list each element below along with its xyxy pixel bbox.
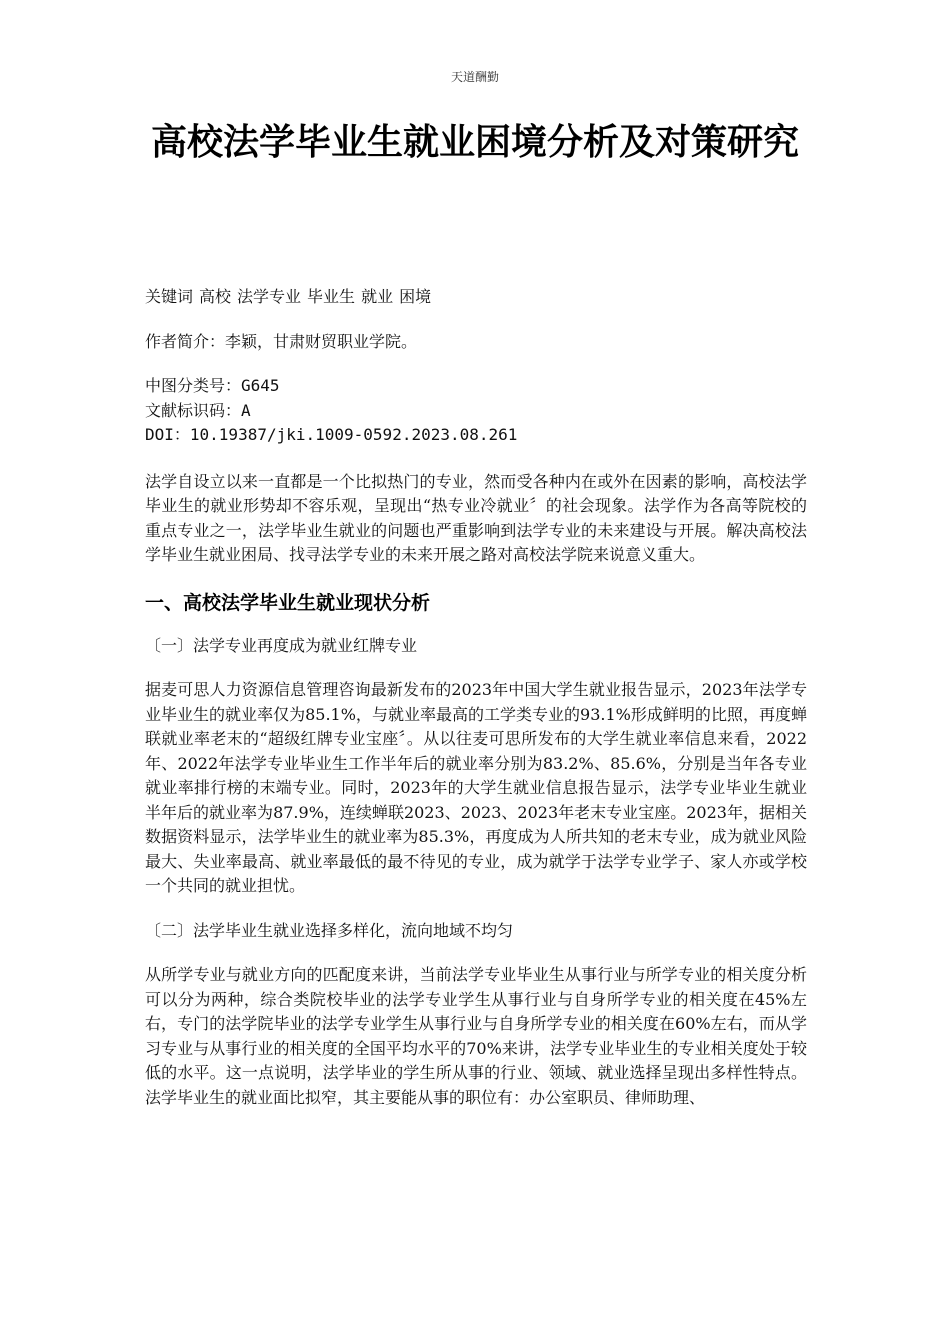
metadata-block <box>145 374 807 448</box>
keywords-line <box>145 285 807 310</box>
document-code: 文献标识码：A <box>145 400 251 420</box>
intro-paragraph: 法学自设立以来一直都是一个比拟热门的专业，然而受各种内在或外在因素的影响，高校法学毕业生的就业形势却不容乐观，呈现出“热专业冷就业〞的社会现象。法学作为各高等院校的重点专业之一，法学毕业生就业的问题也严重影响到法学专业的未来建设与开展。解决高校法学毕业生就业困局、找寻法学专业的未来开展之路对高校法学院来说意义重大。 <box>145 471 807 564</box>
keyword: 就业 <box>361 287 394 306</box>
keyword: 高校 <box>199 287 232 306</box>
page-title: 高校法学毕业生就业困境分析及对策研究 <box>150 122 799 163</box>
keyword: 困境 <box>399 287 432 306</box>
keyword: 法学专业 <box>237 287 302 306</box>
keyword: 毕业生 <box>307 287 356 306</box>
subsection-heading: 〔二〕法学毕业生就业选择多样化，流向地域不均匀 <box>145 920 514 940</box>
author-info: 作者简介：李颖，甘肃财贸职业学院。 <box>145 331 418 351</box>
subsection-heading: 〔一〕法学专业再度成为就业红牌专业 <box>145 635 418 655</box>
page-header: 天道酬勤 <box>450 70 499 84</box>
clc-number: 中图分类号：G645 <box>145 376 280 395</box>
doi: DOI：10.19387/jki.1009-0592.2023.08.261 <box>145 425 518 444</box>
body-paragraph: 从所学专业与就业方向的匹配度来讲，当前法学专业毕业生从事行业与所学专业的相关度分析可以分为两种，综合类院校毕业的法学专业学生从事行业与自身所学专业的相关度在45%左右，专门的法学院毕业的法学专业学生从事行业与自身所学专业的相关度在60%左右，而从学习专业与从事行业的相关度的全国平均水平的70%来讲，法学专业毕业生的专业相关度处于较低的水平。这一点说明，法学毕业的学生所从事的行业、领域、就业选择呈现出多样性特点。法学毕业生的就业面比拟窄，其主要能从事的职位有：办公室职员、律师助理、 <box>145 965 807 1107</box>
section-heading: 一、高校法学毕业生就业现状分析 <box>145 591 431 614</box>
document-body <box>145 285 807 1130</box>
body-paragraph: 据麦可思人力资源信息管理咨询最新发布的2023年中国大学生就业报告显示，2023年法学专业毕业生的就业率仅为85.1%，与就业率最高的工学类专业的93.1%形成鲜明的比照，再度蝉联就业率老末的“超级红牌专业宝座〞。从以往麦可思所发布的大学生就业率信息来看，2022年、2022年法学专业毕业生工作半年后的就业率分别为83.2%、85.6%，分别是当年各专业就业率排行榜的末端专业。同时，2023年的大学生就业信息报告显示，法学专业毕业生就业半年后的就业率为87.9%，连续蝉联2023、2023、2023年老末专业宝座。2023年，据相关数据资料显示，法学毕业生的就业率为85.3%，再度成为人所共知的老末专业，成为就业风险最大、失业率最高、就业率最低的最不待见的专业，成为就学于法学专业学子、家人亦或学校一个共同的就业担忧。 <box>145 680 807 895</box>
keywords-label: 关键词 <box>145 287 194 306</box>
